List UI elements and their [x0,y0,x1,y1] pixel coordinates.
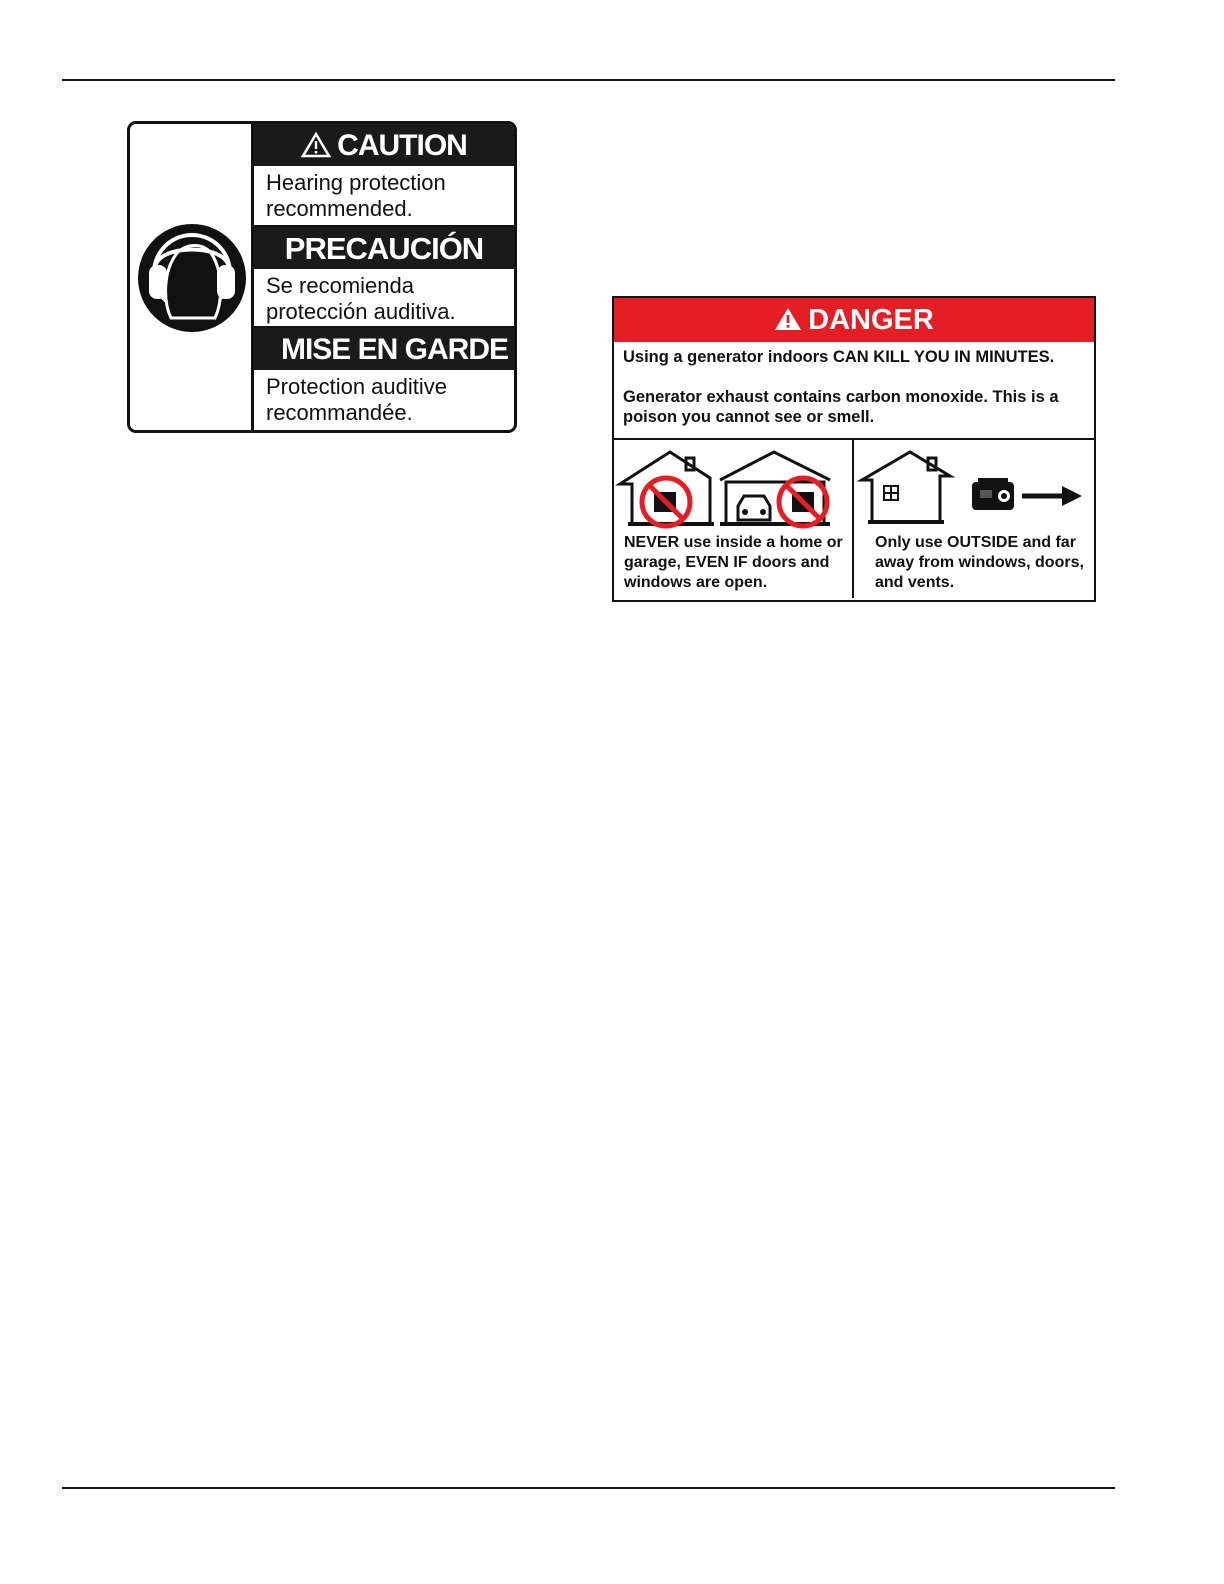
mise-en-garde-header: MISE EN GARDE [254,328,514,370]
caution-icon-column [130,124,254,430]
precaucion-header: PRECAUCIÓN [254,227,514,269]
never-indoors-panel [614,440,854,598]
danger-header: DANGER [614,298,1094,342]
bottom-rule [62,1487,1115,1489]
generator-icon [972,478,1014,510]
never-indoors-text: NEVER use inside a home or garage, EVEN IF doors and windows are open. [624,534,843,591]
house-prohibited-icon [620,452,714,526]
danger-body [614,342,1094,440]
warning-triangle-icon [301,132,331,158]
danger-label [612,296,1096,602]
house-icon [862,452,950,522]
top-rule [62,79,1115,81]
arrow-right-icon [1022,486,1082,506]
danger-line-1: Using a generator indoors CAN KILL YOU IN MINUTES. [623,348,1055,366]
caution-text-en: Hearing protection recommended. [254,166,514,227]
garage-prohibited-icon [720,452,830,526]
danger-line-2: Generator exhaust contains carbon monoxide. This is a poison you cannot see or smell. [623,388,1059,426]
caution-text-es: Se recomienda protección auditiva. [254,269,514,328]
caution-text-fr: Protection auditive recommandée. [266,374,447,425]
warning-triangle-icon [774,307,802,331]
outside-only-text: Only use OUTSIDE and far away from windows, doors, and vents. [875,534,1084,591]
outside-only-panel [854,440,1094,598]
hearing-protection-icon [137,223,247,333]
caution-label [127,121,517,433]
caution-header: CAUTION [254,124,514,166]
